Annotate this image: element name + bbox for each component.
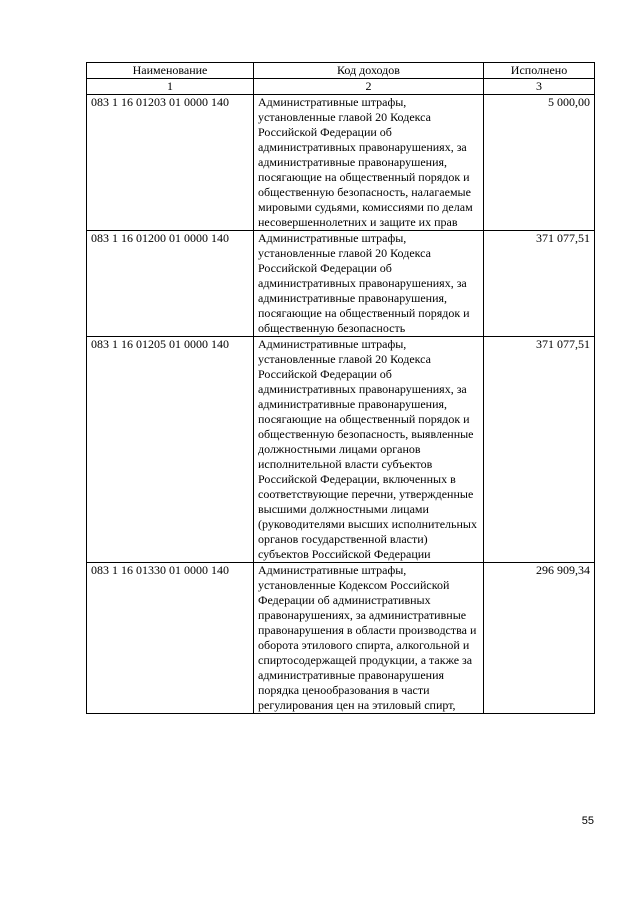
column-number-row bbox=[87, 79, 595, 95]
column-number-2: 2 bbox=[254, 79, 484, 95]
row-code: 083 1 16 01200 01 0000 140 bbox=[87, 231, 254, 337]
table-row bbox=[87, 563, 595, 714]
row-description: Административные штрафы, установленные Кодексом Российской Федерации об административных правонарушениях, за административные правонарушения в области производства и оборота этилового спирта, алкогольной и спиртосодержащей продукции, а также за административные правонарушения порядка ценообразования в части регулирования цен на этиловый спирт, bbox=[254, 563, 484, 714]
header-name: Наименование bbox=[87, 63, 254, 79]
header-row bbox=[87, 63, 595, 79]
table-row bbox=[87, 95, 595, 231]
page-number: 55 bbox=[581, 815, 594, 827]
row-code: 083 1 16 01330 01 0000 140 bbox=[87, 563, 254, 714]
row-description: Административные штрафы, установленные главой 20 Кодекса Российской Федерации об административных правонарушениях, за административные правонарушения, посягающие на общественный порядок и общественную безопасность bbox=[254, 231, 484, 337]
header-executed: Исполнено bbox=[484, 63, 595, 79]
row-amount: 371 077,51 bbox=[484, 337, 595, 563]
table-row bbox=[87, 337, 595, 563]
row-amount: 5 000,00 bbox=[484, 95, 595, 231]
column-number-3: 3 bbox=[484, 79, 595, 95]
row-amount: 296 909,34 bbox=[484, 563, 595, 714]
column-number-1: 1 bbox=[87, 79, 254, 95]
row-code: 083 1 16 01205 01 0000 140 bbox=[87, 337, 254, 563]
row-amount: 371 077,51 bbox=[484, 231, 595, 337]
table-row bbox=[87, 231, 595, 337]
row-description: Административные штрафы, установленные главой 20 Кодекса Российской Федерации об административных правонарушениях, за административные правонарушения, посягающие на общественный порядок и общественную безопасность, выявленные должностными лицами органов исполнительной власти субъектов Российской Федерации, включенных в соответствующие перечни, утвержденные высшими должностными лицами (руководителями высших исполнительных органов государственной власти) субъектов Российской Федерации bbox=[254, 337, 484, 563]
row-description: Административные штрафы, установленные главой 20 Кодекса Российской Федерации об административных правонарушениях, за административные правонарушения, посягающие на общественный порядок и общественную безопасность, налагаемые мировыми судьями, комиссиями по делам несовершеннолетних и защите их прав bbox=[254, 95, 484, 231]
row-code: 083 1 16 01203 01 0000 140 bbox=[87, 95, 254, 231]
revenue-table bbox=[86, 62, 595, 714]
header-revenue-code: Код доходов bbox=[254, 63, 484, 79]
